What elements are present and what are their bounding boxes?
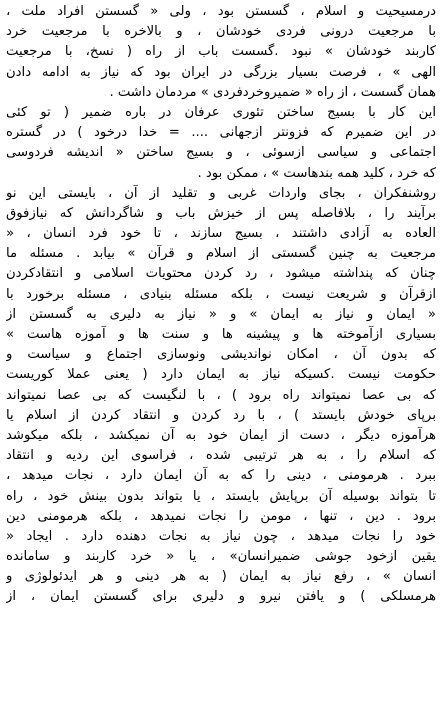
paragraph-1 — [6, 2, 436, 103]
paragraph-2 — [6, 103, 436, 184]
text-line: خود را نجات میدهد ، چون نیاز به نجات دهنده دارد . ایجاد « — [6, 528, 436, 544]
text-line: الهی » ، فرصت بسیار بزرگی در ایران بود که نیاز به ادامه دادن — [6, 64, 436, 80]
text-line: برپای خودش بایستد ) ، با رد کردن و انتقاد کردن از اسلام یا — [6, 407, 436, 423]
paragraph-3 — [6, 184, 436, 608]
text-line: کاربند خودشان » نبود .گسست باب از راه ( نسخ، با مرجعیت — [6, 44, 436, 60]
text-line: در این ضمیرم که فزونتر ازجهانی .... = خدا درخود ) در گستره — [6, 125, 436, 141]
text-line: برآیند را ، بلافاصله پس از خیزش باب و شاگردانش که نیازفوق — [6, 205, 436, 221]
text-line: این کار با بسیج ساختن تئوری عرفان در باره ضمیر ( تو کئی — [6, 104, 436, 120]
text-line: که بدون آن ، امکان نواندیشی ونوسازی اجتماع و سیاست و — [6, 347, 436, 363]
text-line: حکومت نیست .کسیکه نیاز به ایمان دارد ( یعنی عملا کوریست — [6, 367, 436, 383]
text-line: با مرجعیت درونی فردی خودشان ، و بالاخره با مرجعیت خرد — [6, 24, 436, 40]
text-line: درمسیحیت و اسلام ، گسستن بود ، ولی « گسستن افراد ملت ، — [6, 4, 436, 19]
text-line: هرمسلکی ) و یافتن نیرو و دلیری برای گسستن ایمان ، از — [6, 589, 436, 605]
text-line: یقین ازخود جوشی ضمیرانسان» ، یا « خرد کاربند و سامانده — [6, 549, 436, 565]
text-line: العاده به آزادی داشتند ، بسیج سازند ، تا خود فرد انسان ، « — [6, 226, 436, 242]
text-line: که خرد ، کلید همه بندهاست » ، ممکن بود . — [197, 165, 436, 181]
text-line: انسان » ، رفع نیاز به ایمان ( به هر دینی و هر ایدئولوژی و — [6, 569, 436, 585]
text-line: تا بتواند بوسیله آن برپایش بایستد ، یا بتواند بدون بینش خود ، راه — [6, 488, 436, 504]
text-line: همان گسست ، از راه « ضمیروخردفردی » مردمان داشت . — [109, 84, 436, 100]
text-line: روشنفکران ، بجای واردات غربی و تقلید از آن ، بایستی این نو — [6, 185, 436, 201]
text-line: ازقرآن و شریعت نیست ، بلکه مسئله بنیادی ، مسئله برخورد با — [6, 286, 436, 302]
text-line: که بی عصا نمیتواند راه برود ) ، با لنگیست که بی عصا نمیتواند — [6, 387, 436, 403]
text-line: « ایمان و نیاز به ایمان » و « نیاز به دلیری به گسستن از — [6, 306, 436, 322]
text-line: چنان که پنداشته میشود ، رد کردن محتویات اسلامی و انتقادکردن — [6, 266, 436, 282]
text-line: بسیاری ازآموخته ها و پیشینه ها و سنت ها و آموزه هاست » — [6, 327, 436, 342]
text-line: مرجعیت به چنین گسستی از اسلام و قرآن » بیابد . مسئله ما — [6, 246, 436, 262]
text-line: برود . دین ، تنها ، مومن را نجات نمیدهد ، بلکه هرمومنی دین — [6, 508, 436, 524]
text-line: اجتماعی و سیاسی ازسوئی ، و بسیج ساختن « اندیشه فردوسی — [6, 145, 436, 161]
text-line: ببرد . هرمومنی ، دینی را که به آن ایمان دارد ، نجات میدهد ، — [6, 468, 436, 484]
text-line: که اسلام را ، به هر ترتیبی شده ، فراسوی این ردیه و انتقاد — [6, 448, 436, 464]
text-line: هرآموزه دیگر ، دست از ایمان خود به آن نمیکشد ، بلکه میکوشد — [6, 427, 436, 443]
